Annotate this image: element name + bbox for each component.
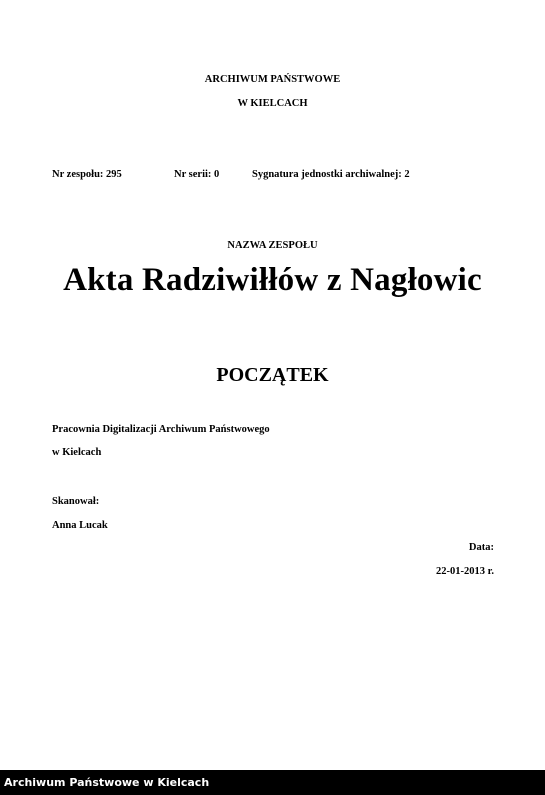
lab-name-line1: Pracownia Digitalizacji Archiwum Państwowego xyxy=(52,424,270,435)
archive-name-line2: W KIELCACH xyxy=(237,98,308,109)
lab-name-line2: w Kielcach xyxy=(52,447,102,458)
date-value: 22-01-2013 r. xyxy=(436,566,494,577)
fonds-title: Akta Radziwiłłów z Nagłowic xyxy=(63,262,482,298)
series-number: Nr serii: 0 xyxy=(174,169,220,180)
scanned-by-name: Anna Lucak xyxy=(52,520,108,531)
archive-name-line1: ARCHIWUM PAŃSTWOWE xyxy=(204,74,341,85)
archival-unit-signature: Sygnatura jednostki archiwalnej: 2 xyxy=(252,169,410,180)
scanned-by-label: Skanował: xyxy=(52,496,100,507)
fonds-name-label: NAZWA ZESPOŁU xyxy=(227,240,318,251)
fonds-number: Nr zespołu: 295 xyxy=(52,169,122,180)
footer-text: Archiwum Państwowe w Kielcach xyxy=(4,776,210,789)
footer-bar xyxy=(0,770,545,795)
date-label: Data: xyxy=(468,542,494,553)
start-heading: POCZĄTEK xyxy=(216,364,329,386)
